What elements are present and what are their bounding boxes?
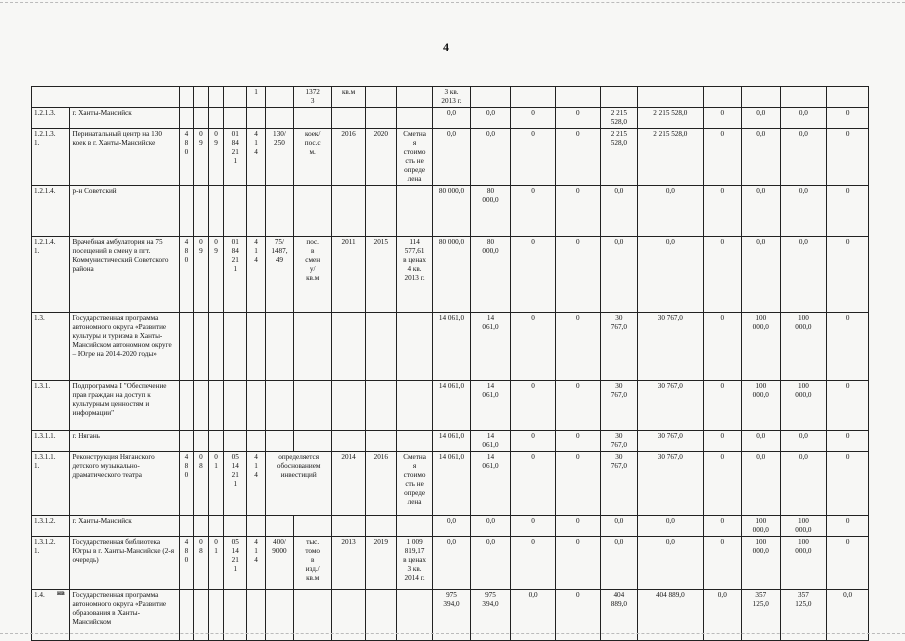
table-cell <box>265 313 293 381</box>
table-cell: 0 <box>703 516 741 537</box>
table-cell: 0 <box>555 313 600 381</box>
table-cell <box>293 313 331 381</box>
table-cell: 0,0 <box>470 129 511 186</box>
table-cell: 3 кв. 2013 г. <box>433 87 470 108</box>
table-cell: 0,0 <box>433 537 470 590</box>
table-cell <box>179 108 194 129</box>
table-cell: 1372 3 <box>293 87 331 108</box>
table-cell: 30 767,0 <box>638 452 704 516</box>
table-cell <box>194 516 209 537</box>
table-cell <box>194 431 209 452</box>
table-row <box>32 237 869 313</box>
table-cell: 4 8 0 <box>179 237 194 313</box>
table-cell: 0 9 <box>194 129 209 186</box>
table-cell <box>179 516 194 537</box>
table-cell: 0 9 <box>194 237 209 313</box>
table-cell <box>396 431 432 452</box>
table-cell <box>780 87 827 108</box>
table-cell: 0,0 <box>638 186 704 237</box>
table-cell <box>247 108 266 129</box>
table-cell <box>396 87 432 108</box>
table-cell: 4 8 0 <box>179 452 194 516</box>
table-cell: 0,0 <box>780 108 827 129</box>
table-cell: пос. в смен у/ кв.м <box>293 237 331 313</box>
table-cell: Государственная программа автономного округа «Развитие образования в Ханты-Мансийском <box>70 590 179 641</box>
table-cell: 0,0 <box>780 237 827 313</box>
table-cell <box>293 516 331 537</box>
table-cell: 0 <box>703 431 741 452</box>
table-cell: 0 9 <box>208 129 224 186</box>
table-cell: 0,0 <box>600 186 637 237</box>
table-cell: 14 061,0 <box>433 381 470 431</box>
table-cell: 0 <box>511 108 556 129</box>
scan-edge-bottom <box>0 633 905 634</box>
table-cell: 0 <box>827 452 869 516</box>
table-cell: 0,0 <box>780 186 827 237</box>
table-cell: 75/ 1487, 49 <box>265 237 293 313</box>
table-cell <box>265 87 293 108</box>
table-cell <box>224 381 247 431</box>
table-cell: 80 000,0 <box>470 186 511 237</box>
table-cell: 0,0 <box>638 237 704 313</box>
table-cell <box>179 186 194 237</box>
table-row <box>32 431 869 452</box>
table-cell <box>742 87 780 108</box>
table-cell: 0,0 <box>470 537 511 590</box>
table-cell: 0 <box>511 186 556 237</box>
table-cell: 0 <box>703 129 741 186</box>
table-cell <box>194 186 209 237</box>
table-cell: р-н Советский <box>70 186 179 237</box>
table-cell <box>224 313 247 381</box>
table-cell: 100 000,0 <box>780 381 827 431</box>
table-cell <box>208 186 224 237</box>
table-cell: 0 <box>703 237 741 313</box>
table-cell: 0 <box>555 129 600 186</box>
merged-note-cell: определяется обоснованием инвестиций <box>265 452 332 516</box>
table-cell: 30 767,0 <box>600 381 637 431</box>
table-cell: 14 061,0 <box>470 381 511 431</box>
table-cell: 0 <box>555 108 600 129</box>
table-cell: 0 1 <box>208 537 224 590</box>
table-cell: 130/ 250 <box>265 129 293 186</box>
table-row <box>32 516 869 537</box>
table-cell: 100 000,0 <box>780 537 827 590</box>
table-row <box>32 452 869 516</box>
table-cell: Сметна я стоимо сть не опреде лена <box>396 452 432 516</box>
table-cell: 1.3. <box>32 313 70 381</box>
table-row <box>32 108 869 129</box>
table-cell: 0 <box>827 237 869 313</box>
table-cell: 2015 <box>365 237 396 313</box>
table-cell <box>396 516 432 537</box>
table-cell <box>511 87 556 108</box>
table-cell: 0,0 <box>703 590 741 641</box>
table-cell: 0 9 <box>208 237 224 313</box>
table-cell: 0 <box>511 129 556 186</box>
table-cell: 0,0 <box>742 431 780 452</box>
table-cell: 14 061,0 <box>470 431 511 452</box>
table-cell <box>293 186 331 237</box>
table-cell <box>265 108 293 129</box>
table-cell: 2016 <box>365 452 396 516</box>
table-cell: 14 061,0 <box>433 452 470 516</box>
table-cell: 0 <box>555 452 600 516</box>
table-cell: 2 215 528,0 <box>600 129 637 186</box>
table-cell <box>224 516 247 537</box>
table-cell: 4 1 4 <box>247 237 266 313</box>
scan-edge-top <box>0 2 905 3</box>
table-cell: 1.3.1.1. 1. <box>32 452 70 516</box>
table-cell: 0 <box>703 537 741 590</box>
table-cell: 1.3.1. <box>32 381 70 431</box>
table-cell: 30 767,0 <box>600 431 637 452</box>
table-cell: 2 215 528,0 <box>600 108 637 129</box>
table-cell: 0 8 <box>194 537 209 590</box>
table-cell <box>332 186 365 237</box>
table-cell: 0,0 <box>600 237 637 313</box>
table-cell <box>247 381 266 431</box>
table-cell: 975 394,0 <box>433 590 470 641</box>
table-cell: 100 000,0 <box>742 313 780 381</box>
table-row <box>32 381 869 431</box>
table-cell: 30 767,0 <box>638 313 704 381</box>
table-cell: 05 14 21 1 <box>224 452 247 516</box>
table-cell <box>396 381 432 431</box>
table-cell: 30 767,0 <box>638 381 704 431</box>
table-cell <box>293 431 331 452</box>
table-cell: 30 767,0 <box>600 313 637 381</box>
table-cell <box>827 87 869 108</box>
table-cell <box>396 313 432 381</box>
table-row <box>32 87 869 108</box>
table-cell: 0 <box>827 129 869 186</box>
budget-table <box>31 86 869 641</box>
table-cell: 2019 <box>365 537 396 590</box>
table-cell <box>32 87 180 108</box>
table-cell: 0 1 <box>208 452 224 516</box>
table-cell: 4 8 0 <box>179 129 194 186</box>
table-cell: 1 <box>247 87 266 108</box>
table-cell: 0,0 <box>780 452 827 516</box>
table-cell: Перинатальный центр на 130 коек в г. Ханты-Мансийске <box>70 129 179 186</box>
table-cell: 0 <box>555 431 600 452</box>
table-cell: 0 <box>555 237 600 313</box>
table-cell: 01 84 21 1 <box>224 237 247 313</box>
table-cell: 0 <box>827 537 869 590</box>
table-cell: 2 215 528,0 <box>638 129 704 186</box>
table-cell <box>638 87 704 108</box>
table-cell: 1.3.1.2. 1. <box>32 537 70 590</box>
table-cell <box>179 431 194 452</box>
table-cell: 0,0 <box>470 108 511 129</box>
table-cell: 0 <box>555 381 600 431</box>
table-cell: 0 <box>827 108 869 129</box>
table-cell: 05 14 21 1 <box>224 537 247 590</box>
table-cell: 4 1 4 <box>247 129 266 186</box>
table-cell: кв.м <box>332 87 365 108</box>
table-cell: 100 000,0 <box>780 516 827 537</box>
table-cell: Государственная программа автономного округа «Развитие культуры и туризма в Ханты-Мансийском автономном округе – Югре на 2014-2020 годы» <box>70 313 179 381</box>
table-cell: 0,0 <box>742 452 780 516</box>
table-cell: 14 061,0 <box>470 313 511 381</box>
table-cell: 30 767,0 <box>638 431 704 452</box>
table-cell: 0,0 <box>638 537 704 590</box>
table-cell <box>179 381 194 431</box>
table-cell: г. Ханты-Мансийск <box>70 108 179 129</box>
table-cell <box>365 186 396 237</box>
table-cell <box>293 108 331 129</box>
table-cell <box>365 516 396 537</box>
table-cell: 0 <box>511 381 556 431</box>
table-cell: 114 577,61 в ценах 4 кв. 2013 г. <box>396 237 432 313</box>
table-cell: 357 125,0 <box>780 590 827 641</box>
table-cell: 1.3.1.2. <box>32 516 70 537</box>
table-cell: 0 <box>511 431 556 452</box>
table-cell: г. Ханты-Мансийск <box>70 516 179 537</box>
table-cell: 14 061,0 <box>433 313 470 381</box>
table-cell: 0 <box>555 590 600 641</box>
table-cell: коек/ пос.с м. <box>293 129 331 186</box>
table-cell: 0 <box>511 237 556 313</box>
table-cell: 2013 <box>332 537 365 590</box>
table-cell <box>224 186 247 237</box>
table-cell: 0,0 <box>470 516 511 537</box>
table-cell: 2011 <box>332 237 365 313</box>
table-cell <box>293 381 331 431</box>
table-cell <box>332 108 365 129</box>
table-cell: 0 <box>511 452 556 516</box>
table-cell: 0,0 <box>742 108 780 129</box>
table-cell: 2016 <box>332 129 365 186</box>
table-cell: 1.2.1.4. 1. <box>32 237 70 313</box>
table-row <box>32 129 869 186</box>
table-cell: Реконструкция Няганского детского музыкально-драматического театра <box>70 452 179 516</box>
table-cell <box>208 516 224 537</box>
table-cell <box>332 516 365 537</box>
table-cell <box>224 87 247 108</box>
table-cell: Врачебная амбулатория на 75 посещений в смену в пгт. Коммунистический Советского района <box>70 237 179 313</box>
table-cell: 1.2.1.3. <box>32 108 70 129</box>
table-cell: 4 8 0 <box>179 537 194 590</box>
table-cell: 357 125,0 <box>742 590 780 641</box>
table-cell: 1.4. <box>32 590 70 641</box>
table-cell <box>194 108 209 129</box>
table-cell: 100 000,0 <box>780 313 827 381</box>
table-cell <box>224 108 247 129</box>
page-number: 4 <box>443 40 449 54</box>
table-cell: 14 061,0 <box>470 452 511 516</box>
table-cell: 0,0 <box>638 516 704 537</box>
table-row <box>32 537 869 590</box>
table-cell <box>332 313 365 381</box>
table-cell: 0,0 <box>780 129 827 186</box>
table-cell <box>179 313 194 381</box>
table-cell: тыс. томо в изд./ кв.м <box>293 537 331 590</box>
table-cell: 80 000,0 <box>433 237 470 313</box>
table-cell <box>265 516 293 537</box>
table-cell: 0 <box>827 381 869 431</box>
table-cell <box>208 313 224 381</box>
table-cell: 14 061,0 <box>433 431 470 452</box>
table-cell <box>470 87 511 108</box>
table-cell: 0 <box>555 516 600 537</box>
table-cell <box>396 108 432 129</box>
table-cell: 1.3.1.1. <box>32 431 70 452</box>
table-cell: 400/ 9000 <box>265 537 293 590</box>
table-row <box>32 186 869 237</box>
table-cell <box>365 381 396 431</box>
table-cell <box>208 431 224 452</box>
table-cell <box>208 381 224 431</box>
table-cell <box>247 516 266 537</box>
footer-mark: нв <box>57 589 65 597</box>
table-cell <box>265 186 293 237</box>
table-cell: 80 000,0 <box>470 237 511 313</box>
table-cell: 0 <box>827 186 869 237</box>
table-cell: 2020 <box>365 129 396 186</box>
table-cell: 0,0 <box>600 537 637 590</box>
table-cell: 80 000,0 <box>433 186 470 237</box>
table-cell <box>332 431 365 452</box>
table-cell <box>208 87 224 108</box>
table-cell: 0,0 <box>742 186 780 237</box>
table-cell: 100 000,0 <box>742 516 780 537</box>
table-cell: 0 <box>511 516 556 537</box>
table-cell: г. Нягань <box>70 431 179 452</box>
table-cell: Государственная библиотека Югры в г. Ханты-Мансийске (2-я очередь) <box>70 537 179 590</box>
table-cell <box>365 108 396 129</box>
table-cell: 0,0 <box>742 237 780 313</box>
table-cell: 1 009 819,17 в ценах 3 кв. 2014 г. <box>396 537 432 590</box>
table-cell: 0 <box>827 431 869 452</box>
table-cell <box>208 108 224 129</box>
table-cell <box>332 381 365 431</box>
table-cell <box>265 381 293 431</box>
table-cell: 2014 <box>332 452 365 516</box>
table-cell <box>365 87 396 108</box>
table-cell <box>247 186 266 237</box>
table-cell: 0 <box>703 186 741 237</box>
table-cell: 1.2.1.4. <box>32 186 70 237</box>
table-cell: 0 <box>703 452 741 516</box>
table-cell <box>224 431 247 452</box>
table-cell: 0 <box>827 313 869 381</box>
table-cell: 0 <box>555 537 600 590</box>
table-cell <box>179 87 194 108</box>
table-cell: 30 767,0 <box>600 452 637 516</box>
table-cell: 0,0 <box>600 516 637 537</box>
table-cell: 0,0 <box>433 516 470 537</box>
table-cell <box>365 313 396 381</box>
table-cell: 2 215 528,0 <box>638 108 704 129</box>
table-cell: 0,0 <box>827 590 869 641</box>
table-cell: 0 <box>703 313 741 381</box>
table-cell: 0 <box>827 516 869 537</box>
table-cell: 1.2.1.3. 1. <box>32 129 70 186</box>
table-cell: 0 <box>511 537 556 590</box>
table-cell: 01 84 21 1 <box>224 129 247 186</box>
table-cell <box>555 87 600 108</box>
table-cell <box>247 313 266 381</box>
table-cell: 0 <box>555 186 600 237</box>
table-cell: 404 889,0 <box>600 590 637 641</box>
table-cell: 100 000,0 <box>742 537 780 590</box>
table-cell: 0 8 <box>194 452 209 516</box>
table-cell: 0,0 <box>433 129 470 186</box>
table-cell <box>365 431 396 452</box>
table-cell: 0,0 <box>742 129 780 186</box>
table-cell: 4 1 4 <box>247 537 266 590</box>
table-row <box>32 313 869 381</box>
table-cell: Подпрограмма I "Обеспечение прав граждан на доступ к культурным ценностям и информации" <box>70 381 179 431</box>
table-cell <box>703 87 741 108</box>
table-cell: 975 394,0 <box>470 590 511 641</box>
table-cell: 0,0 <box>511 590 556 641</box>
table-cell <box>600 87 637 108</box>
table-cell <box>194 87 209 108</box>
table-cell: 0,0 <box>433 108 470 129</box>
table-cell <box>247 431 266 452</box>
table-cell <box>265 431 293 452</box>
table-cell: 404 889,0 <box>638 590 704 641</box>
table-cell: 0 <box>511 313 556 381</box>
table-cell: Сметна я стоимо сть не опреде лена <box>396 129 432 186</box>
table-cell <box>194 381 209 431</box>
table-cell <box>194 313 209 381</box>
table-cell: 0 <box>703 381 741 431</box>
table-cell: 0,0 <box>780 431 827 452</box>
table-cell: 0 <box>703 108 741 129</box>
table-cell: 4 1 4 <box>247 452 266 516</box>
table-cell <box>396 186 432 237</box>
table-cell: 100 000,0 <box>742 381 780 431</box>
